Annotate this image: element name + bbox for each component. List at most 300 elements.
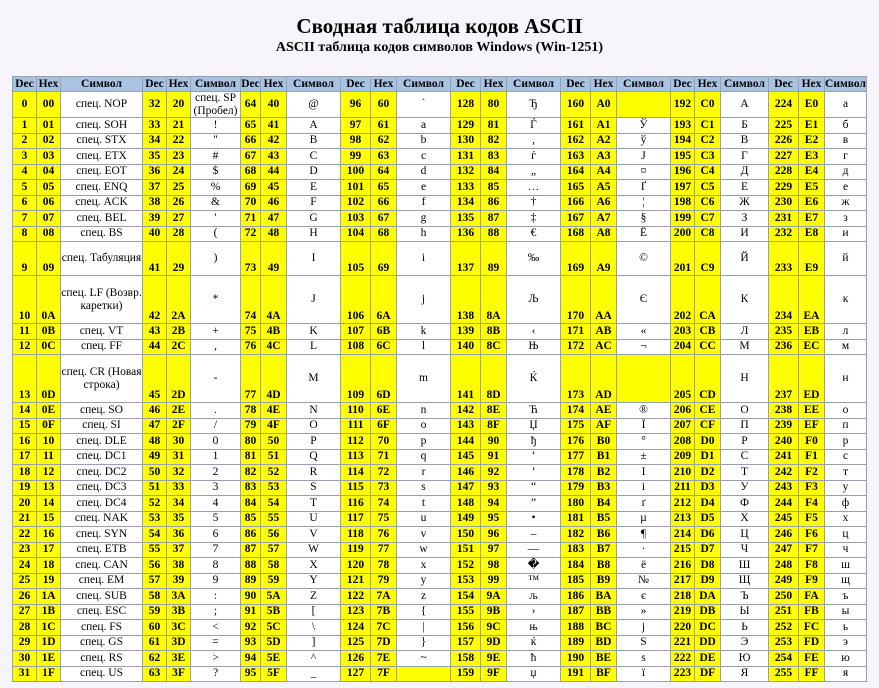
hex-cell: 72	[371, 465, 397, 481]
symbol-cell: Е	[721, 180, 769, 196]
dec-cell: 164	[561, 164, 591, 180]
hex-cell: BE	[591, 651, 617, 667]
symbol-cell: }	[397, 635, 451, 651]
dec-cell: 225	[769, 118, 799, 134]
hex-cell: 93	[481, 480, 507, 496]
hex-cell: 9F	[481, 666, 507, 682]
hex-cell: 41	[261, 118, 287, 134]
table-row	[13, 418, 867, 434]
hex-cell: 07	[37, 211, 61, 227]
symbol-cell: спец. Табуляция	[61, 242, 143, 276]
hex-cell: 3C	[167, 620, 191, 636]
hex-cell: 6A	[371, 276, 397, 324]
hex-cell: 44	[261, 164, 287, 180]
dec-cell: 224	[769, 92, 799, 118]
symbol-cell: )	[191, 242, 241, 276]
symbol-cell: ]	[287, 635, 341, 651]
symbol-cell: Т	[721, 465, 769, 481]
symbol-cell: м	[825, 339, 867, 355]
hex-cell: 87	[481, 211, 507, 227]
hex-cell: 42	[261, 133, 287, 149]
symbol-cell: спец. NAK	[61, 511, 143, 527]
hex-cell: D3	[695, 480, 721, 496]
dec-cell: 234	[769, 276, 799, 324]
header-символ-7: Символ	[825, 77, 866, 90]
symbol-cell: и	[825, 226, 867, 242]
symbol-cell: у	[825, 480, 867, 496]
hex-cell: FA	[799, 589, 825, 605]
hex-cell: CF	[695, 418, 721, 434]
symbol-cell: ?	[191, 666, 241, 682]
hex-cell: F4	[799, 496, 825, 512]
hex-cell: 4D	[261, 355, 287, 403]
dec-cell: 75	[241, 324, 261, 340]
hex-cell: 22	[167, 133, 191, 149]
dec-cell: 241	[769, 449, 799, 465]
dec-cell: 73	[241, 242, 261, 276]
dec-cell: 115	[341, 480, 371, 496]
dec-cell: 72	[241, 226, 261, 242]
hex-cell: DE	[695, 651, 721, 667]
hex-cell: B2	[591, 465, 617, 481]
dec-cell: 112	[341, 434, 371, 450]
symbol-cell: спец. ETB	[61, 542, 143, 558]
symbol-cell: спец. SUB	[61, 589, 143, 605]
dec-cell: 246	[769, 527, 799, 543]
dec-cell: 214	[671, 527, 695, 543]
symbol-cell: спец. BS	[61, 226, 143, 242]
symbol-cell: спец. US	[61, 666, 143, 682]
hex-cell: 52	[261, 465, 287, 481]
header-hex-6: Hex	[695, 77, 721, 92]
dec-cell: 210	[671, 465, 695, 481]
hex-cell: C2	[695, 133, 721, 149]
dec-cell: 213	[671, 511, 695, 527]
header-dec-3: Dec	[341, 77, 371, 92]
hex-cell: 66	[371, 195, 397, 211]
hex-cell: EB	[799, 324, 825, 340]
hex-cell: 60	[371, 92, 397, 118]
symbol-cell: спец. DLE	[61, 434, 143, 450]
dec-cell: 63	[143, 666, 167, 682]
symbol-cell: ј	[617, 620, 671, 636]
symbol-cell: v	[397, 527, 451, 543]
symbol-cell: ¤	[617, 164, 671, 180]
symbol-cell: спец. CR (Новая строка)	[61, 355, 143, 403]
dec-cell: 66	[241, 133, 261, 149]
symbol-cell: спец. DC3	[61, 480, 143, 496]
symbol-cell: ч	[825, 542, 867, 558]
symbol-cell: &	[191, 195, 241, 211]
symbol-cell: с	[825, 449, 867, 465]
symbol-cell: P	[287, 434, 341, 450]
dec-cell: 58	[143, 589, 167, 605]
dec-cell: 141	[451, 355, 481, 403]
header-dec-0: Dec	[13, 77, 37, 92]
symbol-cell: .	[191, 403, 241, 419]
hex-cell: 69	[371, 242, 397, 276]
hex-cell: 0E	[37, 403, 61, 419]
dec-cell: 48	[143, 434, 167, 450]
header-символ-5: Символ	[617, 77, 671, 92]
hex-cell: E9	[799, 242, 825, 276]
symbol-cell: Ц	[721, 527, 769, 543]
symbol-cell: спец. DC1	[61, 449, 143, 465]
dec-cell: 157	[451, 635, 481, 651]
symbol-cell: J	[287, 276, 341, 324]
symbol-cell: |	[397, 620, 451, 636]
hex-cell: 4B	[261, 324, 287, 340]
hex-cell: C0	[695, 92, 721, 118]
dec-cell: 17	[13, 449, 37, 465]
dec-cell: 81	[241, 449, 261, 465]
hex-cell: 00	[37, 92, 61, 118]
hex-cell: 2B	[167, 324, 191, 340]
dec-cell: 167	[561, 211, 591, 227]
dec-cell: 26	[13, 589, 37, 605]
symbol-cell: !	[191, 118, 241, 134]
dec-cell: 220	[671, 620, 695, 636]
hex-cell: E7	[799, 211, 825, 227]
dec-cell: 202	[671, 276, 695, 324]
hex-cell: 50	[261, 434, 287, 450]
symbol-cell: М	[721, 339, 769, 355]
table-row	[13, 149, 867, 165]
table-row	[13, 604, 867, 620]
hex-cell: 35	[167, 511, 191, 527]
symbol-cell: a	[397, 118, 451, 134]
symbol-cell: Z	[287, 589, 341, 605]
dec-cell: 25	[13, 573, 37, 589]
dec-cell: 222	[671, 651, 695, 667]
dec-cell: 170	[561, 276, 591, 324]
dec-cell: 92	[241, 620, 261, 636]
hex-cell: EF	[799, 418, 825, 434]
dec-cell: 5	[13, 180, 37, 196]
dec-cell: 30	[13, 651, 37, 667]
symbol-cell: z	[397, 589, 451, 605]
symbol-cell: Ў	[617, 118, 671, 134]
symbol-cell: Ї	[617, 418, 671, 434]
symbol-cell: ¬	[617, 339, 671, 355]
symbol-cell: ·	[617, 542, 671, 558]
hex-cell: CE	[695, 403, 721, 419]
symbol-cell: спец. FS	[61, 620, 143, 636]
symbol-cell: И	[721, 226, 769, 242]
dec-cell: 6	[13, 195, 37, 211]
dec-cell: 192	[671, 92, 695, 118]
dec-cell: 49	[143, 449, 167, 465]
hex-cell: A8	[591, 226, 617, 242]
header-символ-2: Символ	[287, 77, 341, 92]
symbol-cell	[617, 355, 671, 403]
hex-cell: D0	[695, 434, 721, 450]
dec-cell: 187	[561, 604, 591, 620]
dec-cell: 172	[561, 339, 591, 355]
dec-cell: 74	[241, 276, 261, 324]
hex-cell: 77	[371, 542, 397, 558]
symbol-cell: спец. ACK	[61, 195, 143, 211]
symbol-cell: `	[397, 92, 451, 118]
symbol-cell: O	[287, 418, 341, 434]
hex-cell: 80	[481, 92, 507, 118]
hex-cell: 08	[37, 226, 61, 242]
hex-cell: 16	[37, 527, 61, 543]
hex-cell: 37	[167, 542, 191, 558]
dec-cell: 62	[143, 651, 167, 667]
table-row	[13, 355, 867, 403]
symbol-cell: спец. SOH	[61, 118, 143, 134]
hex-cell: 8B	[481, 324, 507, 340]
dec-cell: 125	[341, 635, 371, 651]
hex-cell: 1B	[37, 604, 61, 620]
table-row	[13, 527, 867, 543]
hex-cell: 5A	[261, 589, 287, 605]
header-hex-3: Hex	[371, 77, 397, 92]
dec-cell: 221	[671, 635, 695, 651]
hex-cell: BF	[591, 666, 617, 682]
dec-cell: 206	[671, 403, 695, 419]
hex-cell: F9	[799, 573, 825, 589]
symbol-cell: ¦	[617, 195, 671, 211]
dec-cell: 95	[241, 666, 261, 682]
symbol-cell: є	[617, 589, 671, 605]
table-row	[13, 651, 867, 667]
symbol-cell: >	[191, 651, 241, 667]
hex-cell: 4E	[261, 403, 287, 419]
hex-cell: 2A	[167, 276, 191, 324]
dec-cell: 2	[13, 133, 37, 149]
symbol-cell: ›	[507, 604, 561, 620]
header-dec-1: Dec	[143, 77, 167, 92]
symbol-cell: §	[617, 211, 671, 227]
symbol-cell: «	[617, 324, 671, 340]
hex-cell: 5E	[261, 651, 287, 667]
symbol-cell: ”	[507, 496, 561, 512]
symbol-cell: B	[287, 133, 341, 149]
header-dec-4: Dec	[451, 77, 481, 92]
hex-cell: A5	[591, 180, 617, 196]
hex-cell: A9	[591, 242, 617, 276]
symbol-cell	[397, 666, 451, 682]
hex-cell: 4F	[261, 418, 287, 434]
dec-cell: 18	[13, 465, 37, 481]
symbol-cell: d	[397, 164, 451, 180]
dec-cell: 117	[341, 511, 371, 527]
dec-cell: 144	[451, 434, 481, 450]
symbol-cell: спец. SYN	[61, 527, 143, 543]
hex-cell: 04	[37, 164, 61, 180]
dec-cell: 53	[143, 511, 167, 527]
hex-cell: A4	[591, 164, 617, 180]
dec-cell: 32	[143, 92, 167, 118]
symbol-cell: (	[191, 226, 241, 242]
hex-cell: 05	[37, 180, 61, 196]
table-row	[13, 242, 867, 276]
hex-cell: ED	[799, 355, 825, 403]
symbol-cell: спец. BEL	[61, 211, 143, 227]
dec-cell: 24	[13, 558, 37, 574]
dec-cell: 253	[769, 635, 799, 651]
symbol-cell: ж	[825, 195, 867, 211]
symbol-cell: ,	[191, 339, 241, 355]
dec-cell: 15	[13, 418, 37, 434]
dec-cell: 188	[561, 620, 591, 636]
symbol-cell: e	[397, 180, 451, 196]
symbol-cell: r	[397, 465, 451, 481]
dec-cell: 199	[671, 211, 695, 227]
symbol-cell: ‘	[507, 449, 561, 465]
symbol-cell: €	[507, 226, 561, 242]
table-row	[13, 620, 867, 636]
dec-cell: 50	[143, 465, 167, 481]
dec-cell: 154	[451, 589, 481, 605]
symbol-cell: С	[721, 449, 769, 465]
hex-cell: 0F	[37, 418, 61, 434]
hex-cell: D6	[695, 527, 721, 543]
dec-cell: 230	[769, 195, 799, 211]
symbol-cell: Ј	[617, 149, 671, 165]
symbol-cell: ш	[825, 558, 867, 574]
symbol-cell: 2	[191, 465, 241, 481]
symbol-cell: спец. LF (Возвр. каретки)	[61, 276, 143, 324]
symbol-cell: y	[397, 573, 451, 589]
hex-cell: F1	[799, 449, 825, 465]
symbol-cell: @	[287, 92, 341, 118]
hex-cell: C3	[695, 149, 721, 165]
symbol-cell: А	[721, 92, 769, 118]
dec-cell: 239	[769, 418, 799, 434]
symbol-cell: Л	[721, 324, 769, 340]
symbol-cell	[617, 92, 671, 118]
hex-cell: 10	[37, 434, 61, 450]
hex-cell: 18	[37, 558, 61, 574]
hex-cell: B5	[591, 511, 617, 527]
table-row	[13, 511, 867, 527]
symbol-cell: Ж	[721, 195, 769, 211]
hex-cell: 7E	[371, 651, 397, 667]
symbol-cell: u	[397, 511, 451, 527]
symbol-cell: ю	[825, 651, 867, 667]
dec-cell: 127	[341, 666, 371, 682]
hex-cell: B8	[591, 558, 617, 574]
dec-cell: 19	[13, 480, 37, 496]
dec-cell: 85	[241, 511, 261, 527]
symbol-cell: »	[617, 604, 671, 620]
dec-cell: 156	[451, 620, 481, 636]
hex-cell: 5D	[261, 635, 287, 651]
symbol-cell: ‹	[507, 324, 561, 340]
header-hex-7: Hex	[799, 77, 825, 92]
hex-cell: 62	[371, 133, 397, 149]
table-row	[13, 434, 867, 450]
hex-cell: 83	[481, 149, 507, 165]
hex-cell: CC	[695, 339, 721, 355]
dec-cell: 185	[561, 573, 591, 589]
dec-cell: 35	[143, 149, 167, 165]
symbol-cell: спец. ESC	[61, 604, 143, 620]
dec-cell: 189	[561, 635, 591, 651]
symbol-cell: •	[507, 511, 561, 527]
hex-cell: 43	[261, 149, 287, 165]
dec-cell: 77	[241, 355, 261, 403]
hex-cell: A6	[591, 195, 617, 211]
hex-cell: 0B	[37, 324, 61, 340]
dec-cell: 131	[451, 149, 481, 165]
hex-cell: EA	[799, 276, 825, 324]
symbol-cell: Ф	[721, 496, 769, 512]
dec-cell: 216	[671, 558, 695, 574]
dec-cell: 232	[769, 226, 799, 242]
hex-cell: 71	[371, 449, 397, 465]
hex-cell: 2C	[167, 339, 191, 355]
dec-cell: 133	[451, 180, 481, 196]
header-hex-0: Hex	[37, 77, 61, 92]
hex-cell: 28	[167, 226, 191, 242]
dec-cell: 130	[451, 133, 481, 149]
dec-cell: 111	[341, 418, 371, 434]
symbol-cell: ™	[507, 573, 561, 589]
symbol-cell: ё	[617, 558, 671, 574]
dec-cell: 103	[341, 211, 371, 227]
symbol-cell: з	[825, 211, 867, 227]
hex-cell: E1	[799, 118, 825, 134]
header-символ-0: Символ	[61, 77, 143, 92]
dec-cell: 194	[671, 133, 695, 149]
dec-cell: 105	[341, 242, 371, 276]
dec-cell: 182	[561, 527, 591, 543]
symbol-cell: l	[397, 339, 451, 355]
hex-cell: 7B	[371, 604, 397, 620]
dec-cell: 36	[143, 164, 167, 180]
symbol-cell: '	[191, 211, 241, 227]
symbol-cell: k	[397, 324, 451, 340]
dec-cell: 159	[451, 666, 481, 682]
hex-cell: C7	[695, 211, 721, 227]
dec-cell: 145	[451, 449, 481, 465]
dec-cell: 197	[671, 180, 695, 196]
symbol-cell: я	[825, 666, 867, 682]
dec-cell: 106	[341, 276, 371, 324]
hex-cell: 7A	[371, 589, 397, 605]
symbol-cell: n	[397, 403, 451, 419]
dec-cell: 175	[561, 418, 591, 434]
dec-cell: 150	[451, 527, 481, 543]
symbol-cell: …	[507, 180, 561, 196]
symbol-cell: спец. SI	[61, 418, 143, 434]
dec-cell: 16	[13, 434, 37, 450]
symbol-cell: ц	[825, 527, 867, 543]
dec-cell: 22	[13, 527, 37, 543]
dec-cell: 70	[241, 195, 261, 211]
symbol-cell: µ	[617, 511, 671, 527]
symbol-cell: *	[191, 276, 241, 324]
dec-cell: 45	[143, 355, 167, 403]
symbol-cell: Н	[721, 355, 769, 403]
dec-cell: 47	[143, 418, 167, 434]
table-row	[13, 276, 867, 324]
symbol-cell: спец. CAN	[61, 558, 143, 574]
hex-cell: 76	[371, 527, 397, 543]
symbol-cell: ^	[287, 651, 341, 667]
dec-cell: 101	[341, 180, 371, 196]
symbol-cell: Р	[721, 434, 769, 450]
hex-cell: F8	[799, 558, 825, 574]
dec-cell: 134	[451, 195, 481, 211]
symbol-cell: спец. EM	[61, 573, 143, 589]
hex-cell: C4	[695, 164, 721, 180]
header-символ-6: Символ	[721, 77, 769, 92]
